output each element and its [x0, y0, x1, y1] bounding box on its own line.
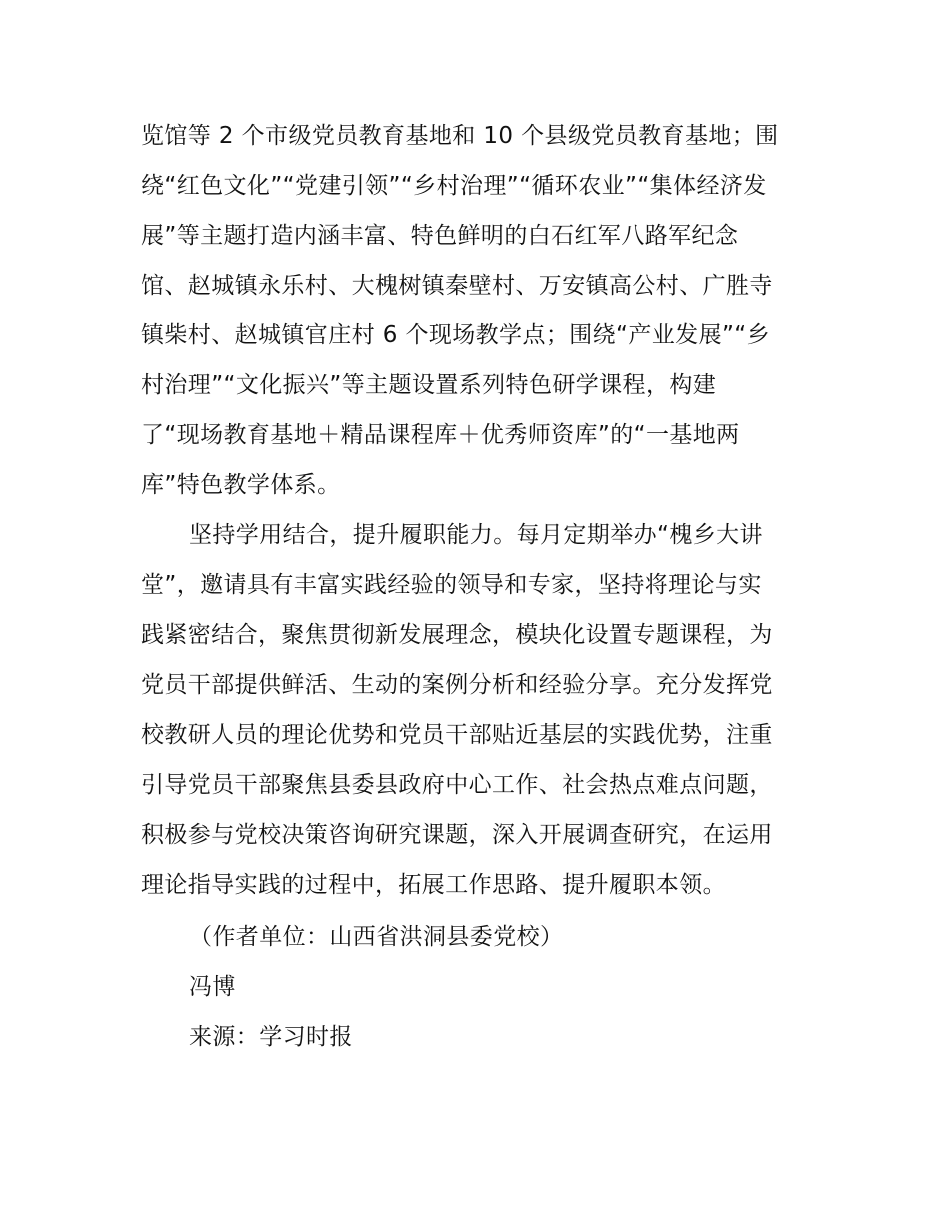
paragraph-2-line: 坚持学用结合，提升履职能力。每月定期举办“槐乡大讲	[189, 522, 763, 548]
author-unit: （作者单位：山西省洪洞县委党校）	[189, 924, 564, 950]
paragraph-2-line: 堂”，邀请具有丰富实践经验的领导和专家，坚持将理论与实	[141, 572, 762, 598]
source-line: 来源：学习时报	[189, 1024, 353, 1050]
paragraph-1-line: 库”特色教学体系。	[141, 472, 341, 498]
paragraph-1-line: 展”等主题打造内涵丰富、特色鲜明的白石红军八路军纪念	[141, 223, 739, 249]
paragraph-2-line: 党员干部提供鲜活、生动的案例分析和经验分享。充分发挥党	[141, 672, 773, 698]
paragraph-2-line: 引导党员干部聚焦县委县政府中心工作、社会热点难点问题，	[141, 772, 773, 798]
author-name: 冯博	[189, 974, 236, 1000]
paragraph-1-line: 镇柴村、赵城镇官庄村 6 个现场教学点；围绕“产业发展”“乡	[141, 322, 771, 348]
paragraph-2-line: 积极参与党校决策咨询研究课题，深入开展调查研究，在运用	[141, 822, 773, 848]
paragraph-1-line: 村治理”“文化振兴”等主题设置系列特色研学课程，构建	[141, 372, 717, 398]
paragraph-2-line: 践紧密结合，聚焦贯彻新发展理念，模块化设置专题课程，为	[141, 622, 773, 648]
paragraph-1-line: 绕“红色文化”“党建引领”“乡村治理”“循环农业”“集体经济发	[141, 173, 767, 199]
paragraph-1-line: 览馆等 2 个市级党员教育基地和 10 个县级党员教育基地；围	[141, 123, 779, 149]
paragraph-2-line: 校教研人员的理论优势和党员干部贴近基层的实践优势，注重	[141, 722, 773, 748]
paragraph-1-line: 了“现场教育基地＋精品课程库＋优秀师资库”的“一基地两	[141, 422, 740, 448]
paragraph-1-line: 馆、赵城镇永乐村、大槐树镇秦壁村、万安镇高公村、广胜寺	[141, 273, 773, 299]
paragraph-2-line: 理论指导实践的过程中，拓展工作思路、提升履职本领。	[141, 872, 726, 898]
